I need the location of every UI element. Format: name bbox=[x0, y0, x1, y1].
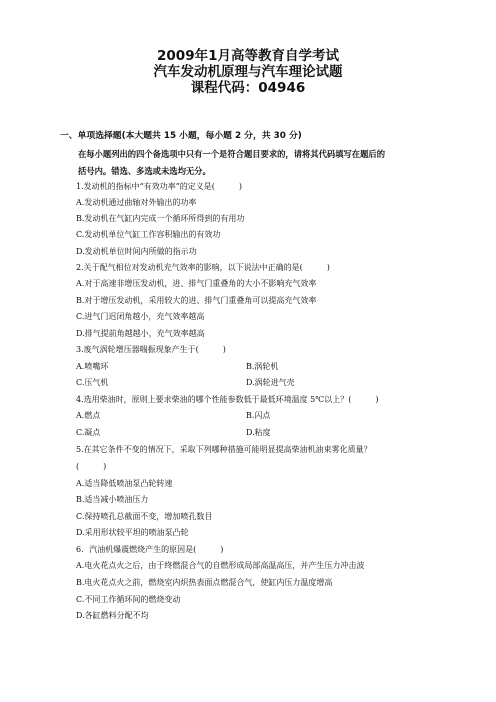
exam-subject: 汽车发动机原理与汽车理论试题 bbox=[153, 64, 343, 80]
question-6-option-d: D.各缸燃料分配不均 bbox=[76, 611, 149, 620]
question-5-stem: 5.在其它条件不变的情况下，采取下列哪种措施可能明显提高柴油机油束雾化质量？ bbox=[76, 445, 372, 454]
question-6-stem: 6．汽油机爆震燃烧产生的原因是( ) bbox=[76, 545, 224, 554]
question-5-option-a: A.适当降低喷油泵凸轮转速 bbox=[76, 479, 173, 488]
question-1-option-c: C.发动机单位气缸工作容积输出的有效功 bbox=[76, 230, 221, 239]
question-4-stem: 4.选用柴油时，原则上要求柴油的哪个性能参数低于最低环境温度 5℃以上？( ) bbox=[76, 395, 379, 404]
exam-title: 2009年1月高等教育自学考试 bbox=[157, 48, 339, 64]
question-6-option-b: B.电火花点火之前，燃烧室内炽热表面点燃混合气，使缸内压力温度增高 bbox=[76, 578, 333, 587]
question-5-option-d: D.采用形状较平坦的喷油泵凸轮 bbox=[76, 528, 189, 537]
section-instruction-line-1: 在每小题列出的四个备选项中只有一个是符合题目要求的，请将其代码填写在题后的 bbox=[78, 149, 385, 159]
question-3-option-c: C.压气机 bbox=[76, 378, 109, 387]
question-3-option-b: B.涡轮机 bbox=[246, 362, 279, 371]
question-5-option-c: C.保持喷孔总截面不变，增加喷孔数目 bbox=[76, 512, 213, 521]
question-5-option-b: B.适当减小喷油压力 bbox=[76, 495, 149, 504]
question-4-option-a: A.燃点 bbox=[76, 411, 101, 420]
question-2-option-a: A.对于高速非增压发动机，进、排气门重叠角的大小不影响充气效率 bbox=[76, 279, 317, 288]
question-3-stem: 3.废气涡轮增压器喘振现象产生于( ) bbox=[76, 345, 226, 354]
question-3-option-a: A.喷嘴环 bbox=[76, 362, 109, 371]
question-2-option-b: B.对于增压发动机，采用较大的进、排气门重叠角可以提高充气效率 bbox=[76, 296, 317, 305]
question-2-stem: 2.关于配气相位对发动机充气效率的影响，以下说法中正确的是( ) bbox=[76, 263, 330, 272]
section-instruction-line-2: 括号内。错选、多选或未选均无分。 bbox=[78, 166, 211, 176]
question-4-option-b: B.闪点 bbox=[246, 411, 271, 420]
question-6-option-c: C.不同工作循环间的燃烧变动 bbox=[76, 595, 181, 604]
question-2-option-c: C.进气门迟闭角越小，充气效率越高 bbox=[76, 312, 205, 321]
section-heading: 一、单项选择题(本大题共 15 小题，每小题 2 分，共 30 分) bbox=[60, 131, 302, 141]
question-6-option-a: A.电火花点火之后，由于终燃混合气的自燃形成局部高温高压，并产生压力冲击波 bbox=[76, 561, 365, 570]
question-1-option-b: B.发动机在气缸内完成一个循环所得到的有用功 bbox=[76, 214, 245, 223]
question-1-option-a: A.发动机通过曲轴对外输出的功率 bbox=[76, 198, 197, 207]
question-4-option-c: C.凝点 bbox=[76, 428, 101, 437]
course-code: 课程代码：04946 bbox=[190, 80, 306, 96]
question-4-option-d: D.粘度 bbox=[246, 428, 271, 437]
question-1-stem: 1.发动机的指标中“有效功率”的定义是( ) bbox=[76, 182, 243, 191]
question-1-option-d: D.发动机单位时间内所做的指示功 bbox=[76, 247, 197, 256]
question-2-option-d: D.排气提前角越越小，充气效率越高 bbox=[76, 329, 205, 338]
question-5-stem-continued: ( ) bbox=[76, 462, 107, 471]
question-3-option-d: D.涡轮进气壳 bbox=[246, 378, 295, 387]
